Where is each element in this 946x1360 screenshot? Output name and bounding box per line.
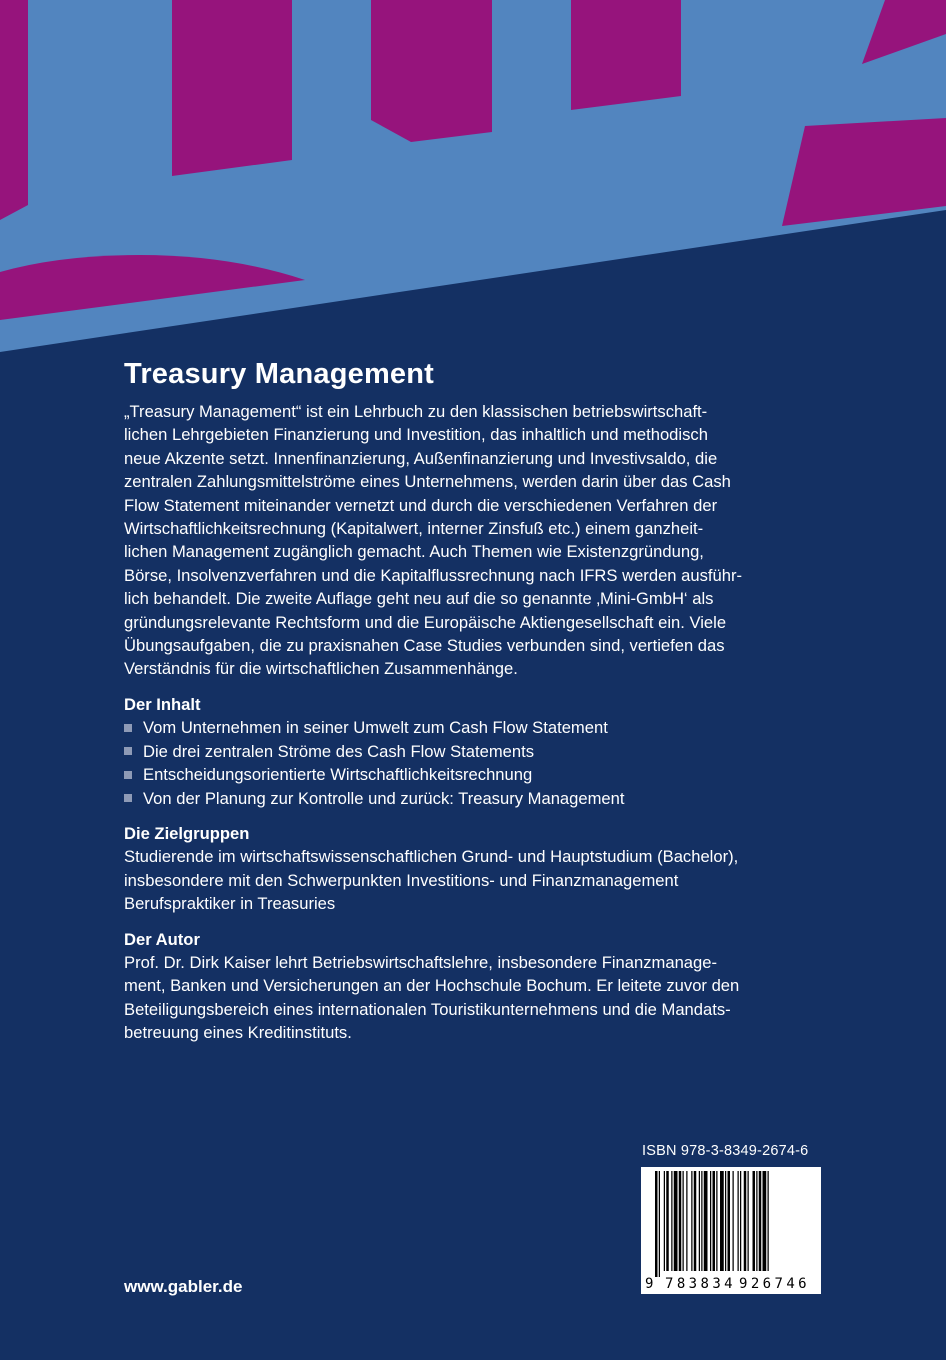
barcode-digits bbox=[641, 1275, 821, 1293]
zielgruppen-text: Studierende im wirtschaftswissenschaftlichen Grund- und Hauptstudium (Bachelor), insbesondere mit den Schwerpunkten Investitions- und Finanzmanagement Berufspraktiker in Treasuries bbox=[124, 847, 739, 914]
square-bullet-icon bbox=[124, 771, 132, 779]
barcode-bar bbox=[679, 1171, 682, 1271]
barcode-bar bbox=[686, 1171, 687, 1271]
square-bullet-icon bbox=[124, 747, 132, 755]
cover-artwork bbox=[0, 0, 946, 360]
magenta-shape-m-right bbox=[571, 0, 681, 110]
barcode-bar bbox=[768, 1171, 769, 1271]
barcode-bar bbox=[720, 1171, 724, 1271]
barcode-bar bbox=[740, 1171, 741, 1271]
barcode-bar bbox=[738, 1171, 739, 1271]
book-title: Treasury Management bbox=[124, 358, 435, 390]
barcode-bar bbox=[666, 1171, 669, 1271]
barcode-bar bbox=[655, 1171, 658, 1277]
barcode-left-group: 783834 bbox=[665, 1276, 736, 1292]
magenta-shape-m-left bbox=[172, 0, 292, 176]
list-item: Entscheidungsorientierte Wirtschaftlichkeitsrechnung bbox=[124, 763, 824, 786]
barcode-bar bbox=[756, 1171, 757, 1271]
autor-text: Prof. Dr. Dirk Kaiser lehrt Betriebswirtschaftslehre, insbesondere Finanzmanage- ment, Banken und Versicherungen an der Hochschule Bochum. Er leitete zuvor den Beteiligungsbereich eines internationalen Touristikunternehmens und die Mandats- betreuung eines Kreditinstituts. bbox=[124, 952, 740, 1043]
barcode-bar bbox=[704, 1171, 708, 1271]
autor-heading: Der Autor bbox=[124, 929, 200, 949]
barcode-bar bbox=[691, 1171, 692, 1271]
barcode-right-group: 926746 bbox=[739, 1276, 810, 1292]
barcode-bar bbox=[659, 1171, 660, 1277]
square-bullet-icon bbox=[124, 724, 132, 732]
barcode-bar bbox=[664, 1171, 665, 1271]
magenta-shape-left bbox=[0, 0, 28, 220]
isbn-label: ISBN 978-3-8349-2674-6 bbox=[642, 1143, 809, 1159]
barcode-bar bbox=[683, 1171, 684, 1271]
square-bullet-icon bbox=[124, 794, 132, 802]
barcode-bar bbox=[674, 1171, 678, 1271]
barcode-bar bbox=[699, 1171, 700, 1271]
barcode-bar bbox=[716, 1171, 717, 1271]
magenta-shape-m-mid bbox=[371, 0, 492, 142]
inhalt-heading: Der Inhalt bbox=[124, 694, 201, 714]
barcode-bar bbox=[759, 1171, 762, 1271]
list-item: Vom Unternehmen in seiner Umwelt zum Cash Flow Statement bbox=[124, 716, 824, 739]
intro-paragraph: „Treasury Management“ ist ein Lehrbuch zu den klassischen betriebswirtschaft- lichen Lehrgebieten Finanzierung und Investition, das inhaltlich und methodisch neue Akzente setzt. Innenfinanzierung, Außenfinanzierung und Investivsaldo, die zentralen Zahlungsmittelströme eines Unternehmens, werden darin über das Cash Flow Statement miteinander vernetzt und durch die verschiedenen Verfahren der Wirtschaftlichkeitsrechnung (Kapitalwert, interner Zinsfuß etc.) einem ganzheit- lichen Management zugänglich gemacht. Auch Themen wie Existenzgründung, Börse, Insolvenzverfahren und die Kapitalflussrechnung nach IFRS werden ausführ- lich behandelt. Die zweite Auflage geht neu auf die so genannte ‚Mini-GmbH‘ als gründungsrelevante Rechtsform und die Europäische Aktiengesellschaft ein. Viele Übungsaufgaben, die zu praxisnahen Case Studies verbunden sind, vertiefen das Verständnis für die wirtschaftlichen Zusammenhänge. bbox=[124, 402, 743, 679]
inhalt-list bbox=[124, 716, 824, 810]
list-item: Die drei zentralen Ströme des Cash Flow Statements bbox=[124, 740, 824, 763]
barcode-bar bbox=[710, 1171, 711, 1271]
barcode-bar bbox=[713, 1171, 716, 1271]
barcode-bar bbox=[728, 1171, 731, 1271]
back-cover-text bbox=[124, 356, 824, 1045]
barcode-bar bbox=[763, 1171, 767, 1271]
barcode-bar bbox=[733, 1171, 734, 1271]
barcode-bar bbox=[671, 1171, 672, 1271]
barcode-bar bbox=[701, 1171, 702, 1271]
publisher-website: www.gabler.de bbox=[124, 1277, 243, 1296]
barcode-bar bbox=[748, 1171, 749, 1271]
barcode bbox=[641, 1167, 821, 1294]
barcode-bar bbox=[744, 1171, 747, 1271]
barcode-first-digit: 9 bbox=[645, 1276, 654, 1292]
zielgruppen-heading: Die Zielgruppen bbox=[124, 823, 250, 843]
barcode-bars bbox=[641, 1167, 821, 1277]
barcode-bar bbox=[725, 1171, 726, 1271]
list-item: Von der Planung zur Kontrolle und zurück: Treasury Management bbox=[124, 787, 824, 810]
barcode-bar bbox=[753, 1171, 756, 1271]
barcode-bar bbox=[694, 1171, 697, 1271]
